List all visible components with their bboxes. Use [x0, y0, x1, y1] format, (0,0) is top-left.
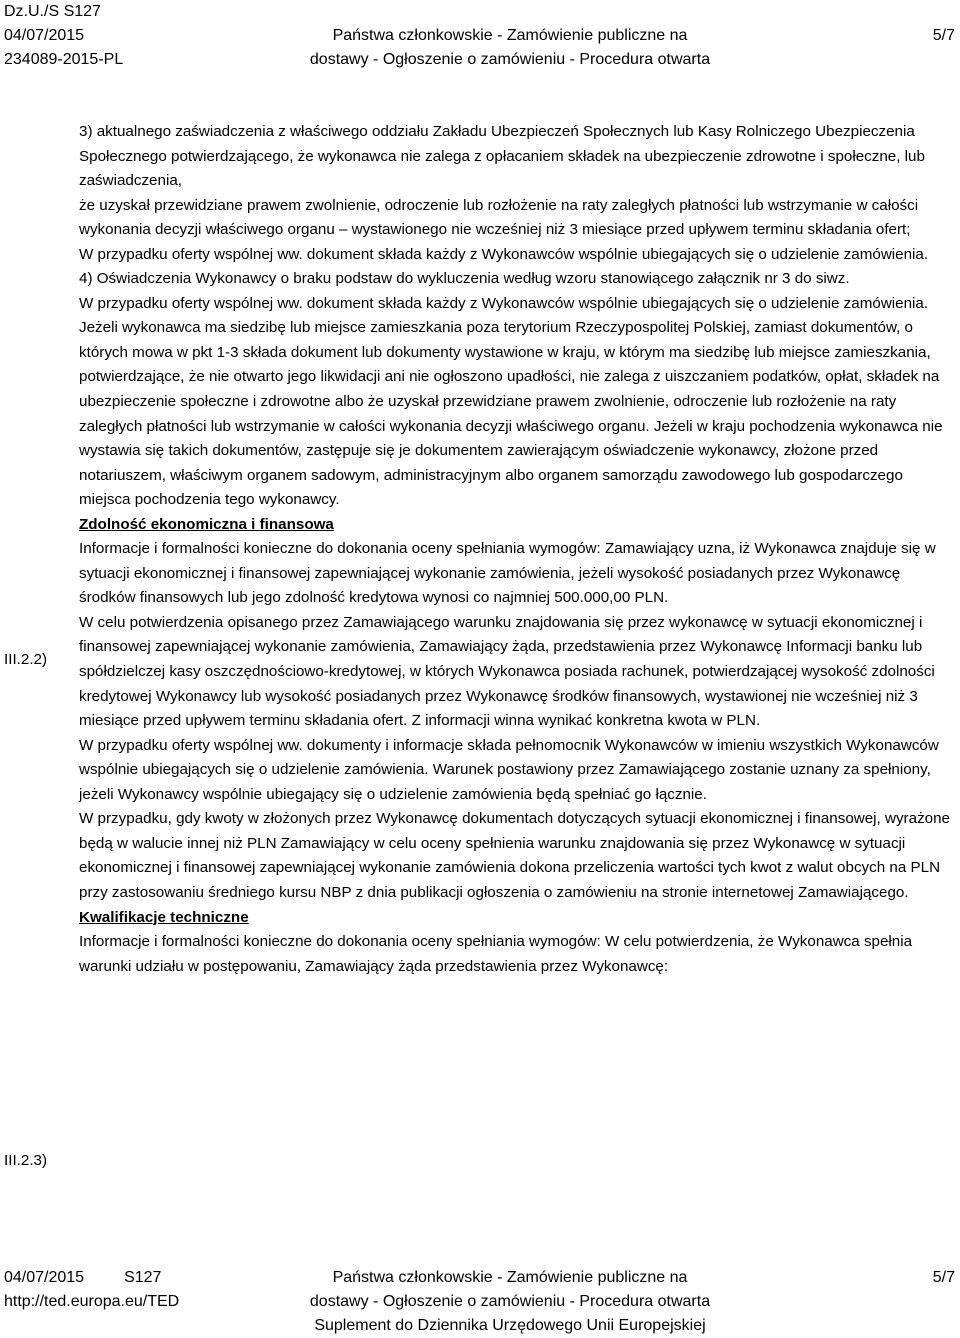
footer-issue: S127	[124, 1269, 162, 1286]
paragraph: W przypadku, gdy kwoty w złożonych przez Wykonawcę dokumentach dotyczących sytuacji ekonomicznej i finansowej, wyrażone będą w walucie innej niż PLN Zamawiający w celu oceny spełnienia warunku znajdowania się przez Wykonawcę w sytuacji ekonomicznej i finansowej zapewniającej wykonanie zamówienia dokona przeliczenia wartości tych kwot z walut obcych na PLN przy zastosowaniu średniego kursu NBP z dnia publikacji ogłoszenia o zamówieniu na stronie internetowej Zamawiającego.	[79, 810, 950, 901]
paragraph: 3) aktualnego zaświadczenia z właściwego oddziału Zakładu Ubezpieczeń Społecznych lub Kasy Rolniczego Ubezpieczenia Społecznego potwierdzającego, że wykonawca nie zalega z opłacaniem składek na ubezpieczenie zdrowotne i społeczne, lub zaświadczenia,	[79, 123, 925, 190]
header-title	[250, 24, 770, 72]
section-number-iii-2-2: III.2.2)	[4, 651, 48, 668]
footer-page-number: 5/7	[932, 1269, 955, 1286]
paragraph: Informacje i formalności konieczne do dokonania oceny spełniania wymogów: W celu potwierdzenia, że Wykonawca spełnia warunki udziału w postępowaniu, Zamawiający żąda przedstawienia przez Wykonawcę:	[79, 933, 913, 975]
header-title-line-2: dostawy - Ogłoszenie o zamówieniu - Procedura otwarta	[309, 51, 711, 68]
footer-title-line-1: Państwa członkowskie - Zamówienie publiczne na	[332, 1269, 688, 1286]
paragraph: Jeżeli wykonawca ma siedzibę lub miejsce zamieszkania poza terytorium Rzeczypospolitej Polskiej, zamiast dokumentów, o których mowa w pkt 1-3 składa dokument lub dokumenty wystawione w kraju, w którym ma siedzibę lub miejsce zamieszkania, potwierdzające, że nie otwarto jego likwidacji ani nie ogłoszono upadłości, nie zalega z uiszczaniem podatków, opłat, składek na ubezpieczenie społeczne i zdrowotne albo że uzyskał przewidziane prawem zwolnienie, odroczenie lub rozłożenie na raty zaległych płatności lub wstrzymanie w całości wykonania decyzji właściwego organu. Jeżeli w kraju pochodzenia wykonawca nie wystawia się takich dokumentów, zastępuje się je dokumentem zawierającym oświadczenie wykonawcy, złożone przed notariuszem, właściwym organem sadowym, administracyjnym albo organem samorządu zawodowego lub gospodarczego miejsca pochodzenia tego wykonawcy.	[79, 319, 943, 509]
header-page-number: 5/7	[932, 27, 955, 44]
footer-title	[250, 1266, 770, 1338]
footer-title-line-3: Suplement do Dziennika Urzędowego Unii Europejskiej	[314, 1317, 706, 1334]
footer-date-issue	[4, 1266, 179, 1290]
journal-reference: Dz.U./S S127	[4, 3, 101, 20]
paragraph: W przypadku oferty wspólnej ww. dokumenty i informacje składa pełnomocnik Wykonawców w imieniu wszystkich Wykonawców wspólnie ubiegających się o udzielenie zamówienia. Warunek postawiony przez Zamawiającego zostanie uznany za spełniony, jeżeli Wykonawcy wspólnie ubiegający się o udzielenie zamówienia będą spełniać go łącznie.	[79, 736, 939, 803]
paragraph: W celu potwierdzenia opisanego przez Zamawiającego warunku znajdowania się przez wykonawcę w sytuacji ekonomicznej i finansowej zapewniającej wykonanie zamówienia, Zamawiający żąda, przedstawienia przez Wykonawcę Informacji banku lub spółdzielczej kasy oszczędnościowo-kredytowej, w których Wykonawca posiada rachunek, potwierdzającej wysokość zdolności kredytowej Wykonawcy lub wysokość posiadanych przez Wykonawcę środków finansowych, wystawionej nie wcześniej niż 3 miesiące przed upływem terminu składania ofert. Z informacji winna wynikać konkretna kwota w PLN.	[79, 613, 935, 730]
paragraph: W przypadku oferty wspólnej ww. dokument składa każdy z Wykonawców wspólnie ubiegających się o udzielenie zamówienia.	[79, 245, 929, 263]
footer-date: 04/07/2015	[4, 1269, 85, 1286]
footer-title-line-2: dostawy - Ogłoszenie o zamówieniu - Procedura otwarta	[309, 1293, 711, 1310]
paragraph: że uzyskał przewidziane prawem zwolnienie, odroczenie lub rozłożenie na raty zaległych płatności lub wstrzymanie w całości wykonania decyzji właściwego organu – wystawionego nie wcześniej niż 3 miesiące przed upływem terminu składania ofert;	[79, 196, 919, 239]
paragraph: 4) Oświadczenia Wykonawcy o braku podstaw do wykluczenia według wzoru stanowiącego załącznik nr 3 do siwz.	[79, 270, 850, 288]
document-body	[79, 120, 957, 979]
section-heading-economic-capacity: Zdolność ekonomiczna i finansowa	[79, 515, 334, 533]
header-title-line-1: Państwa członkowskie - Zamówienie publiczne na	[332, 27, 688, 44]
header-reference-block	[4, 0, 123, 72]
header-date: 04/07/2015	[4, 27, 85, 44]
paragraph: Informacje i formalności konieczne do dokonania oceny spełniania wymogów: Zamawiający uzna, iż Wykonawca znajduje się w sytuacji ekonomicznej i finansowej zapewniającej wykonanie zamówienia, jeżeli wysokość posiadanych przez Wykonawcę środków finansowych lub jego zdolność kredytowa wynosi co najmniej 500.000,00 PLN.	[79, 540, 936, 607]
footer-reference-block	[4, 1266, 179, 1314]
notice-number: 234089-2015-PL	[4, 51, 124, 68]
paragraph: W przypadku oferty wspólnej ww. dokument składa każdy z Wykonawców wspólnie ubiegających się o udzielenie zamówienia.	[79, 294, 929, 312]
section-heading-technical-qualifications: Kwalifikacje techniczne	[79, 908, 249, 926]
section-number-iii-2-3: III.2.3)	[4, 1152, 48, 1169]
footer-url: http://ted.europa.eu/TED	[4, 1293, 180, 1310]
